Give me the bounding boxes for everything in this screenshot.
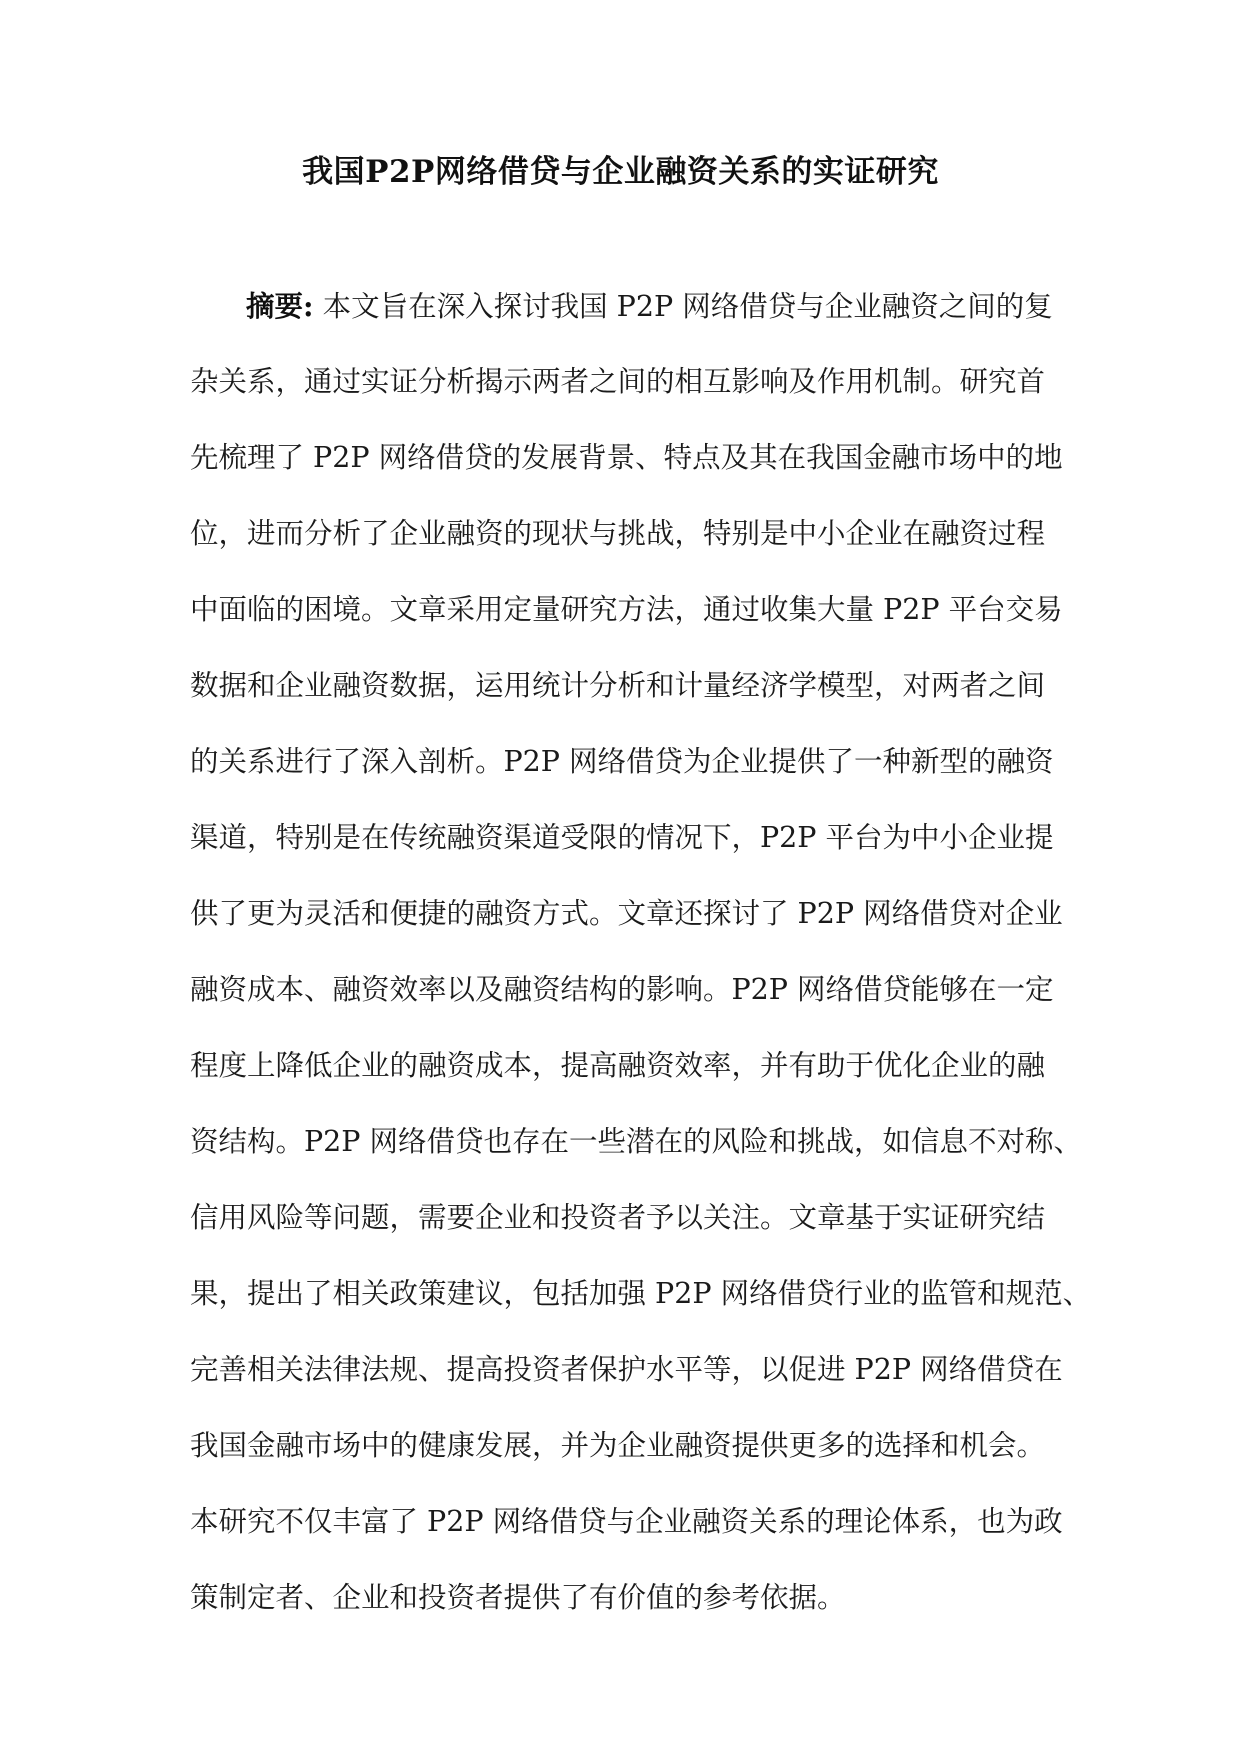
abstract-section (190, 268, 1092, 1636)
paper-title: 我国P2P网络借贷与企业融资关系的实证研究 (302, 154, 939, 190)
abstract-line: 策制定者、企业和投资者提供了有价值的参考依据。 (190, 1581, 846, 1614)
abstract-line: 中面临的困境。文章采用定量研究方法，通过收集大量 P2P 平台交易 (190, 593, 1063, 626)
abstract-line: 渠道，特别是在传统融资渠道受限的情况下，P2P 平台为中小企业提 (190, 821, 1054, 854)
abstract-line: 本研究不仅丰富了 P2P 网络借贷与企业融资关系的理论体系，也为政 (190, 1505, 1063, 1538)
abstract-line: 程度上降低企业的融资成本，提高融资效率，并有助于优化企业的融 (190, 1049, 1046, 1082)
abstract-line: 融资成本、融资效率以及融资结构的影响。P2P 网络借贷能够在一定 (190, 973, 1054, 1006)
abstract-line (190, 268, 1070, 344)
abstract-line: 数据和企业融资数据，运用统计分析和计量经济学模型，对两者之间 (190, 669, 1046, 702)
abstract-line: 我国金融市场中的健康发展，并为企业融资提供更多的选择和机会。 (190, 1429, 1046, 1462)
abstract-line: 供了更为灵活和便捷的融资方式。文章还探讨了 P2P 网络借贷对企业 (190, 897, 1063, 930)
abstract-line: 先梳理了 P2P 网络借贷的发展背景、特点及其在我国金融市场中的地 (190, 441, 1063, 474)
abstract-line: 信用风险等问题，需要企业和投资者予以关注。文章基于实证研究结 (190, 1201, 1046, 1234)
abstract-text-line-1: 本文旨在深入探讨我国 P2P 网络借贷与企业融资之间的复 (313, 290, 1053, 323)
abstract-line: 的关系进行了深入剖析。P2P 网络借贷为企业提供了一种新型的融资 (190, 745, 1054, 778)
abstract-line: 杂关系，通过实证分析揭示两者之间的相互影响及作用机制。研究首 (190, 365, 1046, 398)
abstract-line: 位，进而分析了企业融资的现状与挑战，特别是中小企业在融资过程 (190, 517, 1046, 550)
abstract-line: 资结构。P2P 网络借贷也存在一些潜在的风险和挑战，如信息不对称、 (190, 1125, 1083, 1158)
abstract-label: 摘要: (246, 289, 314, 323)
abstract-line: 果，提出了相关政策建议，包括加强 P2P 网络借贷行业的监管和规范、 (190, 1277, 1092, 1310)
abstract-line: 完善相关法律法规、提高投资者保护水平等，以促进 P2P 网络借贷在 (190, 1353, 1063, 1386)
